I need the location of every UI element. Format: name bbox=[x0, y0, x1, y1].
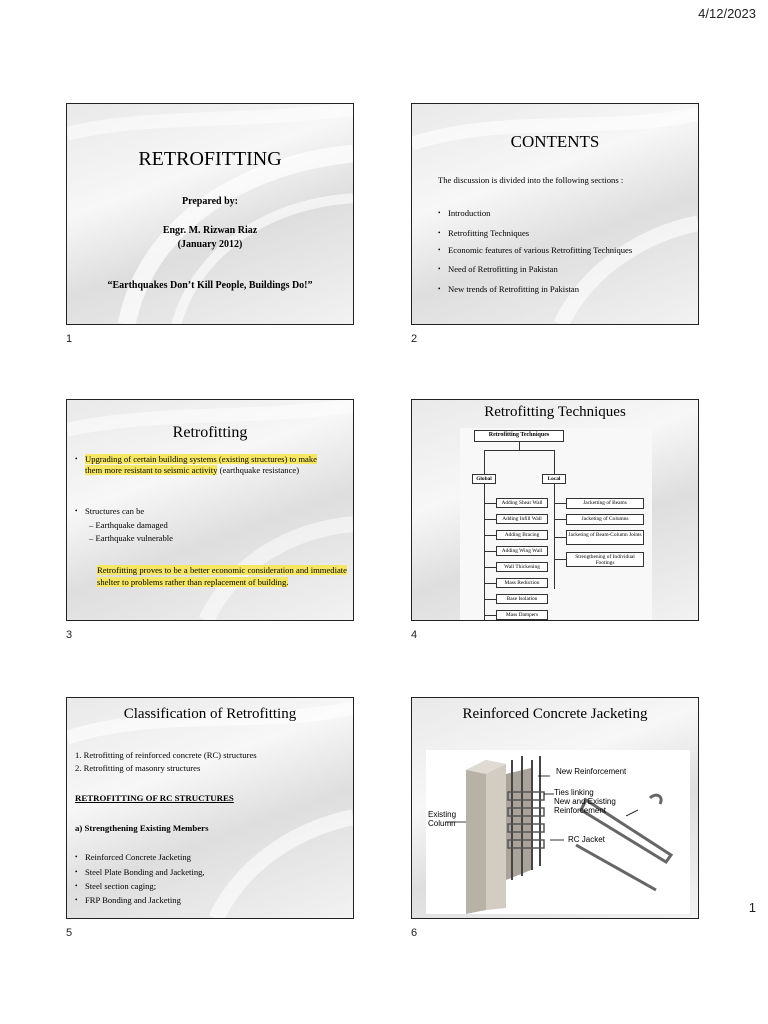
slide-bullet: • Steel section caging; bbox=[85, 881, 156, 892]
label-new-reinforcement: New Reinforcement bbox=[556, 767, 627, 776]
flowchart-node: Adding Bracing bbox=[496, 530, 548, 540]
slide-number: 3 bbox=[66, 629, 73, 641]
sub-item-label: Earthquake vulnerable bbox=[95, 533, 173, 543]
bullet-text: (earthquake resistance) bbox=[217, 465, 300, 475]
page-date: 4/12/2023 bbox=[698, 6, 756, 21]
author-date: (January 2012) bbox=[177, 239, 243, 250]
section-heading: RETROFITTING OF RC STRUCTURES bbox=[75, 793, 234, 803]
highlighted-paragraph bbox=[97, 565, 347, 588]
label-rc-jacket: RC Jacket bbox=[568, 835, 605, 844]
page-number: 1 bbox=[748, 900, 756, 915]
flowchart-root: Retrofitting Techniques bbox=[474, 430, 564, 442]
slide-bullet: • Structures can be bbox=[85, 506, 144, 517]
flowchart-node: Wall Thickening bbox=[496, 562, 548, 572]
slide-title: Retrofitting Techniques bbox=[484, 404, 626, 420]
slide-number: 1 bbox=[66, 333, 73, 345]
slide-title: Retrofitting bbox=[172, 424, 248, 441]
slide-5 bbox=[66, 697, 354, 919]
flowchart-node: Adding Shear Wall bbox=[496, 498, 548, 508]
slide-bullet: • FRP Bonding and Jacketing bbox=[85, 895, 181, 906]
slide-number: 2 bbox=[411, 333, 418, 345]
label-ties: Ties linking New and Existing Reinforcement bbox=[554, 788, 616, 815]
slide-title: Reinforced Concrete Jacketing bbox=[462, 706, 648, 722]
slide-4 bbox=[411, 399, 699, 621]
sub-item: – Earthquake vulnerable bbox=[89, 533, 173, 543]
flowchart-node: Jacketing of Beam-Column Joints bbox=[566, 530, 644, 545]
classification-item: 2. Retrofitting of masonry structures bbox=[75, 763, 201, 773]
flowchart-node: Jacketing of Columns bbox=[566, 514, 644, 525]
prepared-by-label: Prepared by: bbox=[181, 196, 238, 207]
slide-bullet bbox=[85, 454, 335, 476]
author-name: Engr. M. Rizwan Riaz bbox=[162, 225, 258, 236]
slide-quote: “Earthquakes Don’t Kill People, Buildings Do!” bbox=[107, 280, 313, 291]
slide-number: 6 bbox=[411, 927, 418, 939]
contents-intro: The discussion is divided into the following sections : bbox=[438, 175, 624, 185]
highlighted-text: Retrofitting proves to be a better economic consideration and immediate shelter to problems rather than replacement of building. bbox=[97, 565, 347, 587]
highlighted-text: Upgrading of certain building systems (existing structures) to make them more resistant to seismic activity bbox=[85, 454, 317, 475]
slide-title: RETROFITTING bbox=[138, 148, 282, 170]
slide-number: 5 bbox=[66, 927, 73, 939]
slide-number: 4 bbox=[411, 629, 418, 641]
slide-title: CONTENTS bbox=[510, 132, 600, 151]
sub-item: – Earthquake damaged bbox=[89, 520, 168, 530]
slide-bullet: • Reinforced Concrete Jacketing bbox=[85, 852, 191, 863]
contents-item: • Retrofitting Techniques bbox=[448, 228, 529, 239]
contents-item: • New trends of Retrofitting in Pakistan bbox=[448, 284, 579, 295]
flowchart-local: Local bbox=[542, 474, 566, 484]
flowchart-node: Adding Infill Wall bbox=[496, 514, 548, 524]
flowchart-global: Global bbox=[472, 474, 496, 484]
slide-6 bbox=[411, 697, 699, 919]
flowchart-node: Strengthening of Individual Footings bbox=[566, 552, 644, 567]
contents-item: • Economic features of various Retrofitting Techniques bbox=[448, 245, 632, 256]
flowchart-node: Base Isolation bbox=[496, 594, 548, 604]
flowchart-node: Jacketting of Beams bbox=[566, 498, 644, 509]
section-subheading: a) Strengthening Existing Members bbox=[75, 823, 209, 833]
sub-item-label: Earthquake damaged bbox=[95, 520, 168, 530]
contents-item: • Need of Retrofitting in Pakistan bbox=[448, 264, 558, 275]
slide-bullet: • Steel Plate Bonding and Jacketing, bbox=[85, 867, 205, 878]
slide-title: Classification of Retrofitting bbox=[123, 706, 297, 722]
slide-3 bbox=[66, 399, 354, 621]
flowchart-node: Adding Wing Wall bbox=[496, 546, 548, 556]
classification-item: 1. Retrofitting of reinforced concrete (RC) structures bbox=[75, 750, 257, 760]
jacketing-figure bbox=[426, 750, 690, 914]
contents-item: • Introduction bbox=[448, 208, 490, 219]
slide-1 bbox=[66, 103, 354, 325]
flowchart bbox=[460, 428, 652, 621]
label-existing-column: Existing Column bbox=[428, 810, 457, 828]
slide-2 bbox=[411, 103, 699, 325]
flowchart-node: Mass Dampers bbox=[496, 610, 548, 620]
flowchart-node: Mass Reduction bbox=[496, 578, 548, 588]
